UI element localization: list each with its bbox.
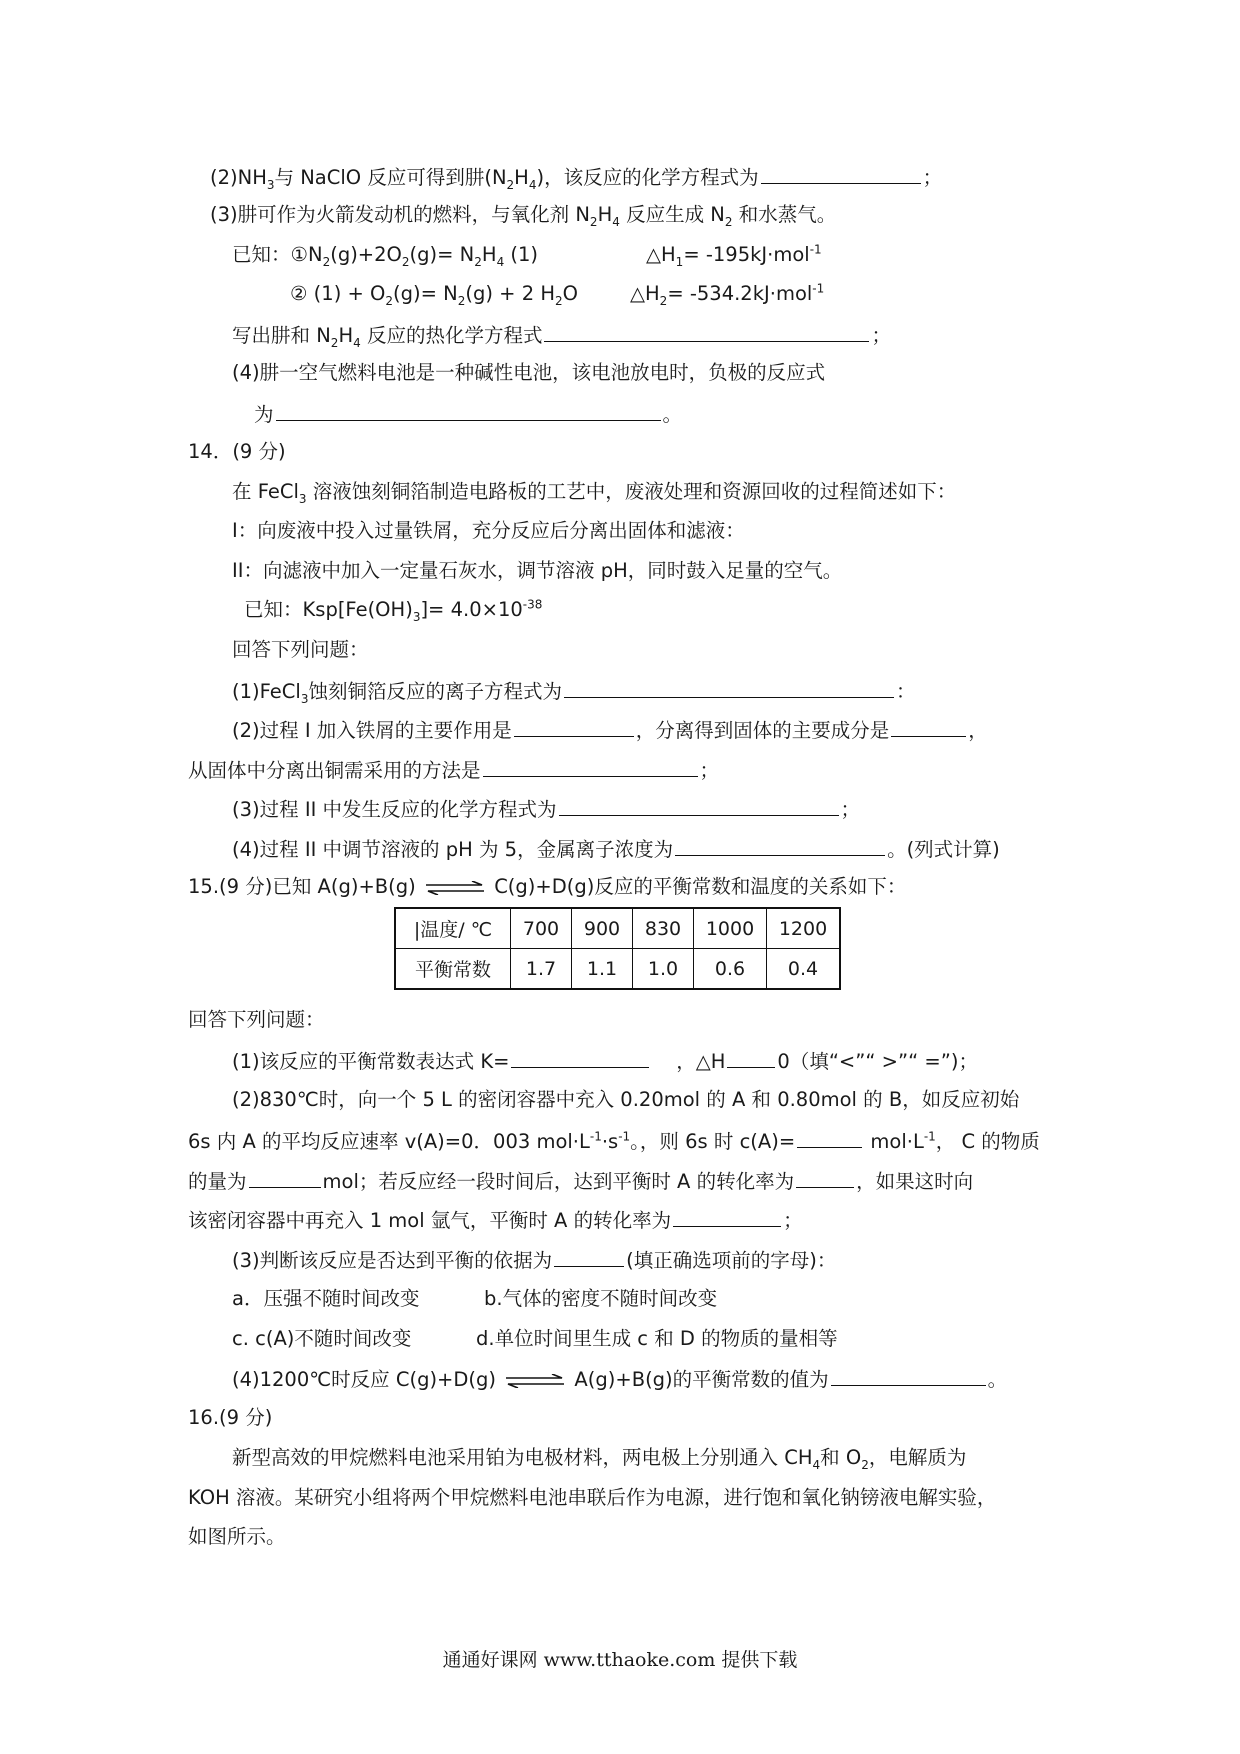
table-cell: 900 bbox=[572, 908, 633, 949]
q15-part2-line2: 6s 内 A 的平均反应速率 v(A)=0．003 $mol\cdot L^{-1}\cdot s^{-1}$。，则 6s 时 $c(A)= mol\cdot L^{-1}$， C 的物质 bbox=[188, 1129, 1040, 1153]
answer-blank[interactable] bbox=[796, 1168, 854, 1188]
q15-part2-line3: 的量为 mol；若反应经一段时间后，达到平衡时 A 的转化率为 ，如果这时向 bbox=[188, 1170, 974, 1193]
q14-intro: 在 FeCl$_3$ 溶液蚀刻铜箔制造电路板的工艺中，废液处理和资源回收的过程简述如下： bbox=[232, 480, 957, 506]
q14-answer-prompt: 回答下列问题： bbox=[232, 638, 369, 661]
q14-part1: (1)FeCl$_3$蚀刻铜箔反应的离子方程式为 ： bbox=[232, 680, 916, 706]
q15-part4: (4)1200℃时反应 C(g)+D(g) A(g)+B(g)的平衡常数的值为 。 bbox=[232, 1368, 1008, 1391]
table-cell: |温度/ ℃ bbox=[395, 908, 511, 949]
q15-part3: (3)判断该反应是否达到平衡的依据为 (填正确选项前的字母)： bbox=[232, 1249, 837, 1272]
table-cell: 0.4 bbox=[767, 949, 841, 990]
equilibrium-constant-table bbox=[394, 907, 841, 990]
table-cell: 1.7 bbox=[511, 949, 572, 990]
q15-option-a: a．压强不随时间改变 bbox=[232, 1287, 420, 1310]
q15-option-c: c. c(A)不随时间改变 bbox=[232, 1327, 412, 1350]
q13-dh2: $\triangle H_2= -534.2kJ\cdot mol^{-1}$ bbox=[630, 281, 825, 308]
answer-blank[interactable] bbox=[514, 717, 634, 737]
q15-option-d: d.单位时间里生成 c 和 D 的物质的量相等 bbox=[476, 1327, 838, 1350]
answer-blank[interactable] bbox=[483, 757, 698, 777]
q15-heading: 15.(9 分)已知 A(g)+B(g) C(g)+D(g)反应的平衡常数和温度的关系如下： bbox=[188, 875, 907, 898]
table-cell: 1000 bbox=[694, 908, 767, 949]
table-cell: 700 bbox=[511, 908, 572, 949]
answer-blank[interactable] bbox=[276, 401, 661, 421]
q16-line3: 如图所示。 bbox=[188, 1525, 286, 1548]
answer-blank[interactable] bbox=[673, 1207, 781, 1227]
answer-blank[interactable] bbox=[891, 717, 966, 737]
q16-heading: 16.(9 分) bbox=[188, 1406, 273, 1429]
q15-part2-line1: (2)830℃时，向一个 5 L 的密闭容器中充入 0.20mol 的 A 和 0.80mol 的 B，如反应初始 bbox=[232, 1088, 1020, 1111]
q13-part4-answer: 为 。 bbox=[254, 403, 683, 426]
answer-blank[interactable] bbox=[675, 836, 885, 856]
q13-part3: (3)肼可作为火箭发动机的燃料，与氧化剂 $N_2H_4$ 反应生成 $N_2$ 和水蒸气。 bbox=[210, 203, 837, 229]
table-cell: 1.0 bbox=[633, 949, 694, 990]
table-cell: 1.1 bbox=[572, 949, 633, 990]
answer-blank[interactable] bbox=[797, 1128, 862, 1148]
q13-known-1: 已知：$①N_2(g)+2O_2(g)= N_2H_4$ (1) bbox=[232, 243, 539, 269]
q14-ksp: 已知：$Ksp[Fe(OH)_3]= 4.0\times 10^{-38}$ bbox=[244, 597, 543, 624]
page-footer: 通通好课网 www.tthaoke.com 提供下载 bbox=[442, 1649, 798, 1671]
q15-option-b: b.气体的密度不随时间改变 bbox=[484, 1287, 718, 1310]
table-cell: 830 bbox=[633, 908, 694, 949]
answer-blank[interactable] bbox=[511, 1048, 649, 1068]
q15-part1: (1)该反应的平衡常数表达式 K= ，△H 0（填“<”“ >”“ =”)； bbox=[232, 1050, 978, 1073]
table-row bbox=[395, 949, 840, 990]
answer-blank[interactable] bbox=[761, 164, 921, 184]
answer-blank[interactable] bbox=[249, 1168, 321, 1188]
answer-blank[interactable] bbox=[831, 1366, 986, 1386]
q15-answer-prompt: 回答下列问题： bbox=[188, 1008, 325, 1031]
answer-blank[interactable] bbox=[559, 796, 839, 816]
q13-dh1: $\triangle H_1= -195kJ\cdot mol^{-1}$ bbox=[646, 242, 822, 269]
q13-write-equation: 写出肼和 $N_2H_4$ 反应的热化学方程式 ； bbox=[232, 324, 891, 350]
q16-line1: 新型高效的甲烷燃料电池采用铂为电极材料，两电极上分别通入 $CH_4$和 $O_2$，电解质为 bbox=[232, 1446, 967, 1472]
q14-step2: II：向滤液中加入一定量石灰水，调节溶液 pH，同时鼓入足量的空气。 bbox=[232, 559, 843, 582]
q13-part2: $(2)NH_3$与 NaClO 反应可得到肼$(N_2H_4)$，该反应的化学方程式为 ； bbox=[210, 166, 943, 192]
answer-blank[interactable] bbox=[544, 322, 869, 342]
answer-blank[interactable] bbox=[727, 1048, 775, 1068]
q14-part3: (3)过程 II 中发生反应的化学方程式为 ； bbox=[232, 798, 861, 821]
q13-known-2: ② $(1) + O_2(g)= N_2(g) + 2$ $H_2O$ bbox=[290, 282, 578, 308]
equilibrium-arrow-icon bbox=[504, 1374, 566, 1388]
table-cell: 平衡常数 bbox=[395, 949, 511, 990]
q14-part2-cont: 从固体中分离出铜需采用的方法是 ； bbox=[188, 759, 720, 782]
table-row bbox=[395, 908, 840, 949]
equilibrium-arrow-icon bbox=[424, 881, 486, 895]
answer-blank[interactable] bbox=[564, 678, 894, 698]
table-cell: 1200 bbox=[767, 908, 841, 949]
q14-heading: 14．(9 分) bbox=[188, 440, 286, 463]
q14-part2: (2)过程 I 加入铁屑的主要作用是 ，分离得到固体的主要成分是 ， bbox=[232, 719, 988, 742]
answer-blank[interactable] bbox=[554, 1247, 624, 1267]
q13-part4: (4)肼一空气燃料电池是一种碱性电池，该电池放电时，负极的反应式 bbox=[232, 361, 826, 384]
q14-step1: I：向废液中投入过量铁屑，充分反应后分离出固体和滤液： bbox=[232, 519, 745, 542]
q14-part4: (4)过程 II 中调节溶液的 pH 为 5，金属离子浓度为 。(列式计算) bbox=[232, 838, 1000, 861]
q16-line2: KOH 溶液。某研究小组将两个甲烷燃料电池串联后作为电源，进行饱和氧化钠镑液电解实验， bbox=[188, 1486, 997, 1509]
q15-part2-line4: 该密闭容器中再充入 1 mol 氩气，平衡时 A 的转化率为 ； bbox=[188, 1209, 803, 1232]
table-cell: 0.6 bbox=[694, 949, 767, 990]
